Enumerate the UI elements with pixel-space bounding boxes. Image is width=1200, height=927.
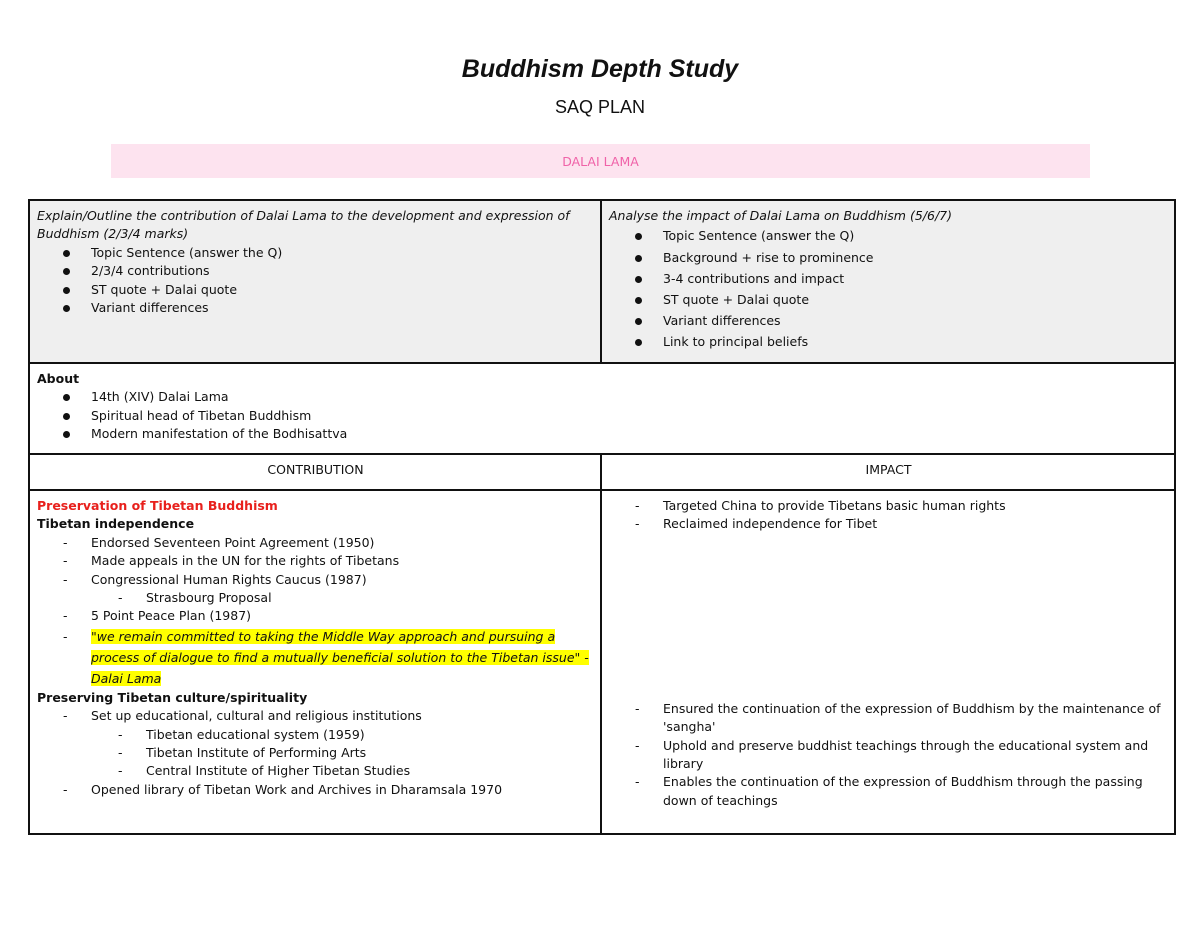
list-item: - Enables the continuation of the expression of Buddhism through the passing down of teachings <box>635 774 1143 808</box>
impact-list-2 <box>609 700 1168 810</box>
list-item: - Central Institute of Higher Tibetan Studies <box>118 763 411 779</box>
explain-cell <box>29 200 601 363</box>
bullet-icon <box>635 297 642 304</box>
list-item: - Endorsed Seventeen Point Agreement (1950) <box>63 534 375 550</box>
page-title: Buddhism Depth Study <box>461 55 739 83</box>
list-item: - Reclaimed independence for Tibet <box>635 516 878 532</box>
list-item: 14th (XIV) Dalai Lama <box>37 388 1168 406</box>
contribution-header: CONTRIBUTION <box>29 454 601 490</box>
bullet-icon <box>63 268 70 275</box>
list-item: Background + rise to prominence <box>609 247 1168 268</box>
analyse-list <box>609 225 1168 352</box>
section-title: Preservation of Tibetan Buddhism <box>37 498 278 513</box>
bullet-icon <box>63 305 70 312</box>
about-row <box>29 363 1175 454</box>
list-item: Spiritual head of Tibetan Buddhism <box>37 407 1168 425</box>
plan-table <box>28 199 1176 835</box>
list-item: - 5 Point Peace Plan (1987) <box>63 608 252 624</box>
list-item: 3-4 contributions and impact <box>609 268 1168 289</box>
impact-list-1 <box>609 497 1168 534</box>
explain-list <box>37 244 594 318</box>
list-item: - Made appeals in the UN for the rights of Tibetans <box>63 553 400 569</box>
list-item: Topic Sentence (answer the Q) <box>37 244 594 262</box>
list-item: - Ensured the continuation of the expression of Buddhism by the maintenance of 'sangha' <box>635 700 1161 735</box>
list-item: ST quote + Dalai quote <box>37 281 594 299</box>
contribution-cell <box>29 490 601 834</box>
list-item: Link to principal beliefs <box>609 331 1168 352</box>
bullet-icon <box>635 318 642 325</box>
culture-list <box>37 707 594 799</box>
list-item: Modern manifestation of the Bodhisattva <box>37 425 1168 443</box>
content-row <box>29 490 1175 834</box>
list-item: Variant differences <box>37 299 594 317</box>
list-item: Variant differences <box>609 310 1168 331</box>
culture-heading: Preserving Tibetan culture/spirituality <box>37 689 308 705</box>
quote-item: - "we remain committed to taking the Middle Way approach and pursuing a process of dialogue to find a mutually beneficial solution to the Tibetan issue" - Dalai Lama <box>63 628 589 686</box>
list-item: ST quote + Dalai quote <box>609 289 1168 310</box>
independence-list <box>37 534 594 689</box>
column-header-row <box>29 454 1175 490</box>
impact-cell <box>601 490 1175 834</box>
list-item: - Strasbourg Proposal <box>118 590 272 606</box>
list-item: - Uphold and preserve buddhist teachings through the educational system and library <box>635 737 1149 772</box>
highlighted-quote: "we remain committed to taking the Middle Way approach and pursuing a process of dialogue to find a mutually beneficial solution to the Tibetan issue" - Dalai Lama <box>91 628 589 686</box>
list-item: - Targeted China to provide Tibetans basic human rights <box>635 498 1006 513</box>
list-item: - Set up educational, cultural and religious institutions <box>63 708 422 724</box>
explain-heading: Explain/Outline the contribution of Dalai Lama to the development and expression of Buddhism (2/3/4 marks) <box>37 208 570 242</box>
page-subtitle: SAQ PLAN <box>554 97 646 117</box>
question-row <box>29 200 1175 363</box>
analyse-heading: Analyse the impact of Dalai Lama on Buddhism (5/6/7) <box>609 208 952 223</box>
list-item: 2/3/4 contributions <box>37 262 594 280</box>
list-item: - Tibetan educational system (1959) <box>118 726 365 742</box>
analyse-cell <box>601 200 1175 363</box>
independence-heading: Tibetan independence <box>37 516 195 532</box>
about-heading: About <box>37 371 80 386</box>
about-cell <box>29 363 1175 454</box>
about-list <box>37 388 1168 443</box>
bullet-icon <box>635 255 642 262</box>
bullet-icon <box>63 413 70 420</box>
bullet-icon <box>63 394 70 401</box>
list-item: - Opened library of Tibetan Work and Archives in Dharamsala 1970 <box>63 781 503 797</box>
list-item: Topic Sentence (answer the Q) <box>609 225 1168 246</box>
list-item: - Tibetan Institute of Performing Arts <box>118 745 367 761</box>
impact-header: IMPACT <box>601 454 1175 490</box>
bullet-icon <box>63 250 70 257</box>
topic-banner: DALAI LAMA <box>111 144 1090 178</box>
bullet-icon <box>63 431 70 438</box>
bullet-icon <box>635 339 642 346</box>
bullet-icon <box>635 233 642 240</box>
bullet-icon <box>635 276 642 283</box>
bullet-icon <box>63 287 70 294</box>
list-item: - Congressional Human Rights Caucus (1987) <box>63 571 367 587</box>
